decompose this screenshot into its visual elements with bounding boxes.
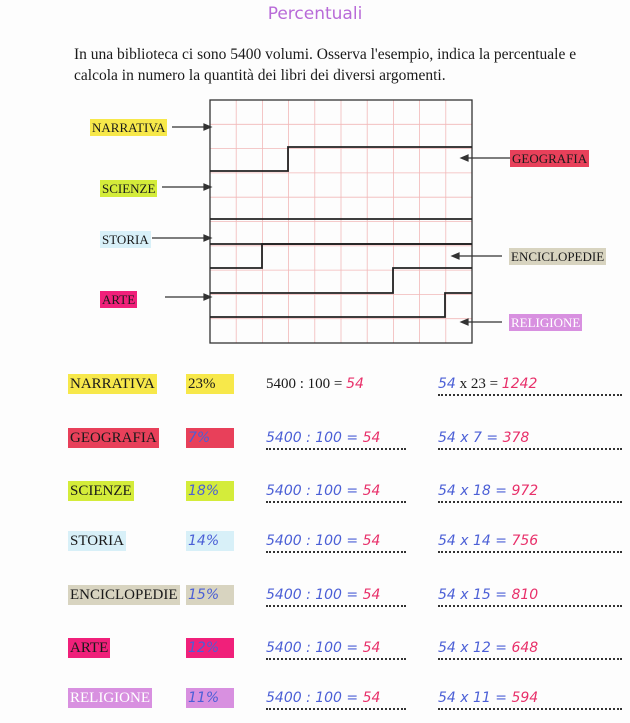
multiplication-expression: x 14 = [455, 533, 512, 549]
row-percent: 7% [186, 428, 234, 448]
diagram-label-narrativa: NARRATIVA [92, 120, 166, 135]
row-label: STORIA [70, 533, 124, 549]
instructions: In una biblioteca ci sono 5400 volumi. Osserva l'esempio, indica la percentuale e calcola in numero la quantità dei libri dei diversi argomenti. [74, 46, 577, 84]
multiplication-field [438, 531, 622, 553]
division-field [266, 585, 406, 607]
division-quotient: 54 [346, 376, 364, 392]
row-label: ENCICLOPEDIE [70, 587, 178, 603]
division-field [266, 688, 406, 710]
multiplication-field [438, 374, 622, 396]
grid-lines [210, 100, 472, 343]
division-field [266, 374, 406, 394]
division-field [266, 481, 406, 503]
division-expression: 5400 : 100 = [266, 640, 363, 656]
arrowhead-icon [452, 253, 459, 259]
division-field [266, 638, 406, 660]
multiplication-result: 972 [511, 483, 539, 499]
row-percent: 15% [186, 585, 234, 605]
diagram-label-scienze: SCIENZE [102, 181, 156, 196]
row-percent: 23% [186, 374, 234, 394]
multiplication-field [438, 481, 622, 503]
multiplication-base: 54 [438, 430, 456, 446]
division-expression: 5400 : 100 = [266, 483, 363, 499]
division-field [266, 531, 406, 553]
multiplication-expression: x 7 = [455, 430, 503, 446]
multiplication-field [438, 428, 622, 450]
arrowhead-icon [461, 319, 468, 325]
multiplication-base: 54 [438, 690, 456, 706]
multiplication-result: 378 [502, 430, 530, 446]
diagram-label-enciclopedie: ENCICLOPEDIE [511, 249, 605, 264]
multiplication-base: 54 [438, 640, 456, 656]
multiplication-expression: x 11 = [455, 690, 512, 706]
multiplication-result: 594 [511, 690, 539, 706]
division-expression: 5400 : 100 = [266, 430, 363, 446]
diagram-label-religione: RELIGIONE [511, 315, 581, 330]
row-label: SCIENZE [70, 483, 132, 499]
multiplication-base: 54 [438, 376, 456, 392]
division-expression: 5400 : 100 = [266, 587, 363, 603]
multiplication-result: 1242 [501, 376, 538, 392]
page-title: Percentuali [267, 4, 363, 24]
multiplication-expression: x 18 = [455, 483, 512, 499]
division-quotient: 54 [362, 533, 381, 549]
diagram-label-geografia: GEOGRAFIA [512, 151, 588, 166]
row-percent: 18% [186, 481, 234, 501]
row-label: RELIGIONE [70, 690, 150, 706]
multiplication-result: 756 [511, 533, 539, 549]
multiplication-result: 648 [511, 640, 539, 656]
multiplication-result: 810 [511, 587, 539, 603]
division-expression: 5400 : 100 = [266, 690, 363, 706]
row-label: NARRATIVA [70, 376, 155, 392]
row-percent: 11% [186, 688, 234, 708]
division-field [266, 428, 406, 450]
arrowhead-icon [461, 155, 468, 161]
row-label: ARTE [70, 640, 109, 656]
multiplication-field [438, 638, 622, 660]
row-percent: 12% [186, 638, 234, 658]
division-quotient: 54 [362, 690, 381, 706]
multiplication-base: 54 [438, 533, 456, 549]
multiplication-base: 54 [438, 587, 456, 603]
multiplication-expression: x 23 = [455, 376, 502, 392]
multiplication-expression: x 15 = [455, 587, 512, 603]
multiplication-base: 54 [438, 483, 456, 499]
multiplication-expression: x 12 = [455, 640, 512, 656]
multiplication-field [438, 688, 622, 710]
row-percent: 14% [186, 531, 234, 551]
diagram-label-storia: STORIA [102, 232, 149, 247]
multiplication-field [438, 585, 622, 607]
division-expression: 5400 : 100 = [266, 533, 363, 549]
division-quotient: 54 [362, 483, 381, 499]
division-quotient: 54 [362, 430, 381, 446]
diagram-label-arte: ARTE [102, 292, 136, 307]
division-quotient: 54 [362, 640, 381, 656]
division-quotient: 54 [362, 587, 381, 603]
row-label: GEOGRAFIA [70, 430, 157, 446]
division-expression: 5400 : 100 = [266, 376, 347, 392]
